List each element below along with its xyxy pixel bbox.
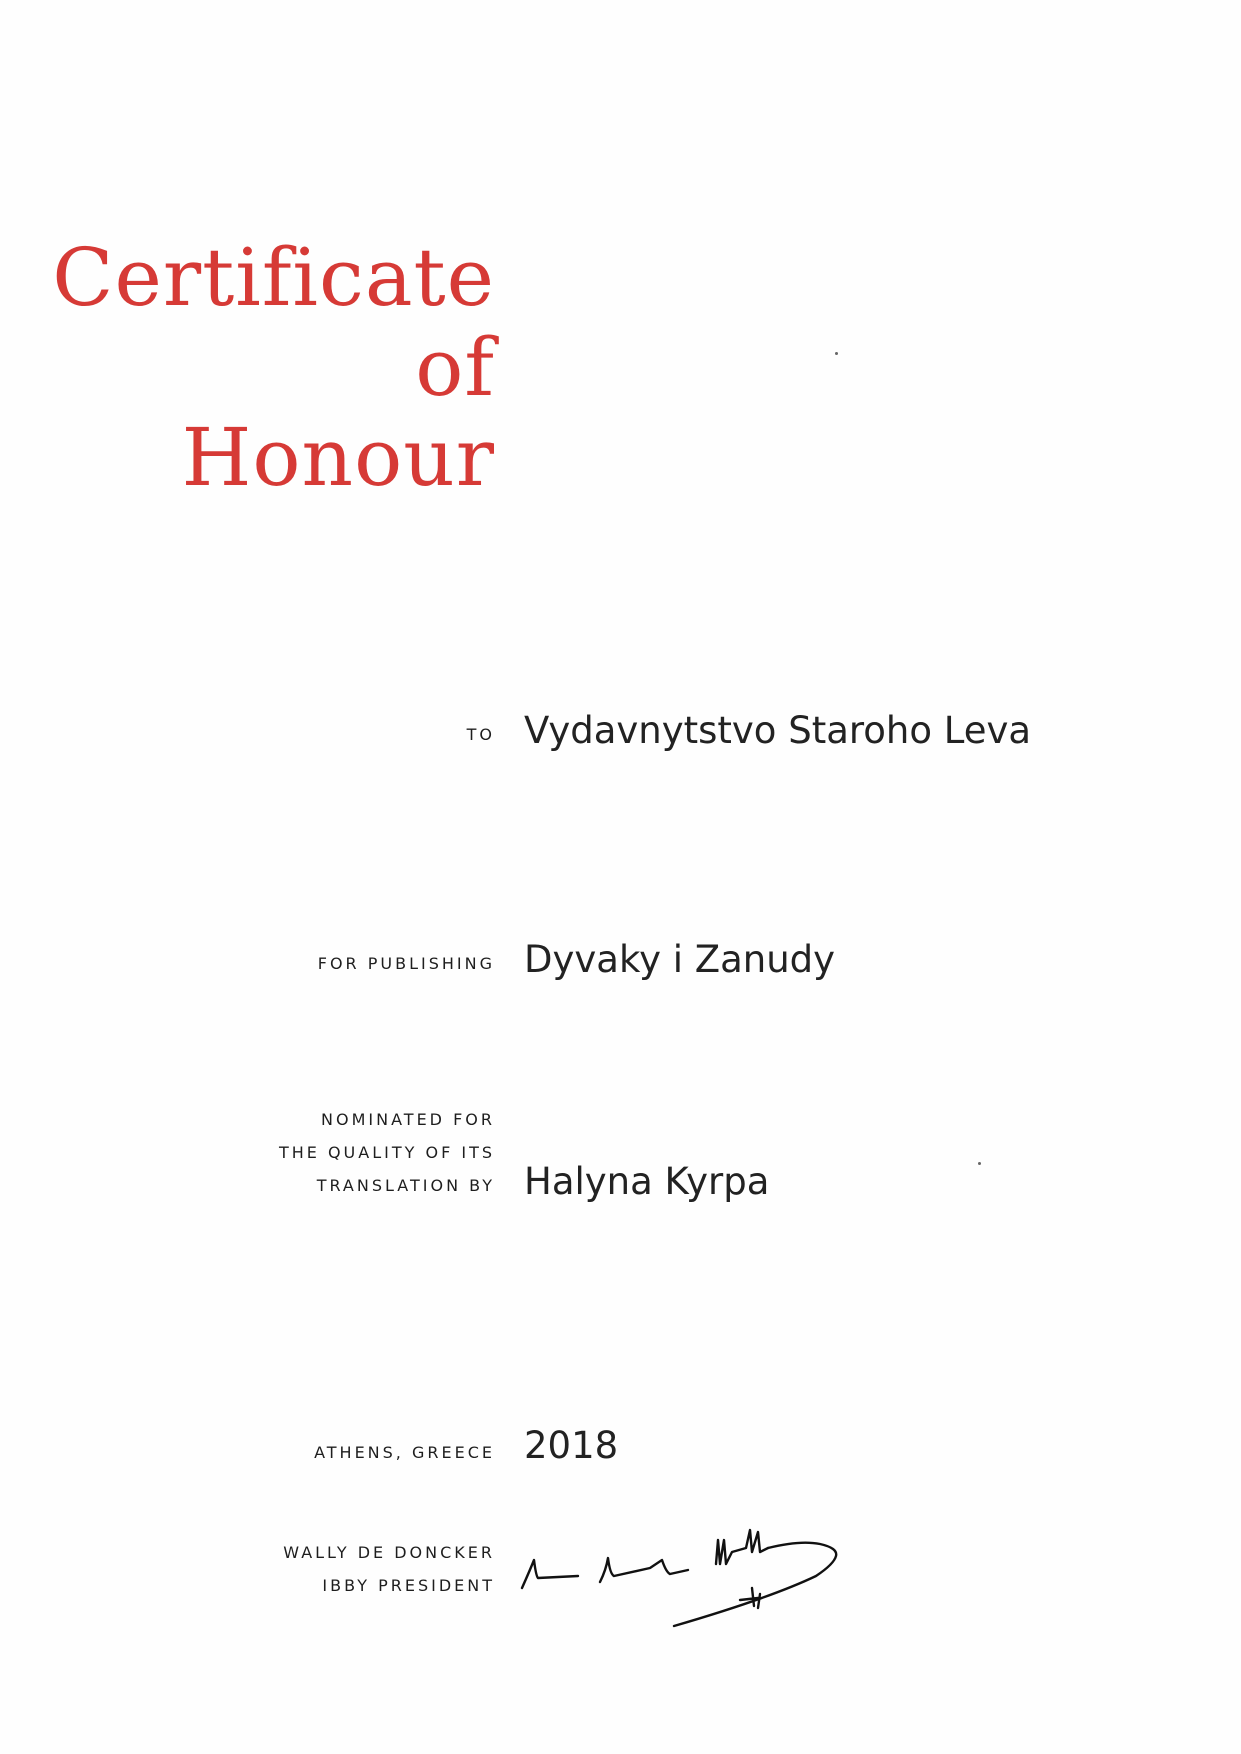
translator-name: Halyna Kyrpa [524,1160,770,1203]
certificate-title-line-1: Certificate [52,231,495,324]
paper-speck [835,352,838,355]
translation-label-line-1: NOMINATED FOR [321,1110,495,1129]
recipient-label: TO [466,725,495,744]
recipient-name: Vydavnytstvo Staroho Leva [524,709,1032,752]
publishing-label: FOR PUBLISHING [317,954,495,973]
certificate-title-line-3: Honour [181,411,495,504]
book-title: Dyvaky i Zanudy [524,938,836,981]
certificate-title-line-2: of [415,321,495,414]
signatory-role: IBBY PRESIDENT [322,1576,495,1595]
year: 2018 [524,1424,619,1467]
paper-speck [978,1162,981,1165]
signature [520,1518,860,1628]
translation-label-line-3: TRANSLATION BY [316,1176,495,1195]
signatory-name: WALLY DE DONCKER [283,1543,495,1562]
place-label: ATHENS, GREECE [314,1443,495,1462]
translation-label-line-2: THE QUALITY OF ITS [278,1143,495,1162]
